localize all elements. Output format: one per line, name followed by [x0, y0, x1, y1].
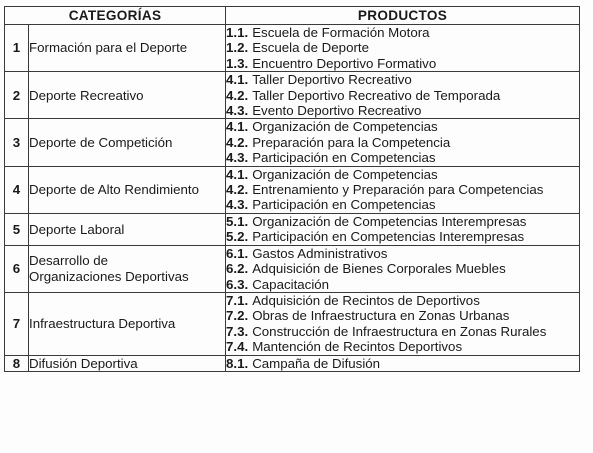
- product-item: [226, 150, 579, 165]
- product-item: [226, 72, 579, 87]
- product-item: [226, 246, 579, 261]
- product-code: 4.2.: [226, 87, 249, 103]
- product-item: [226, 25, 579, 40]
- product-item: [226, 135, 579, 150]
- product-code: 4.1.: [226, 166, 249, 182]
- table-row: [5, 72, 580, 119]
- product-item: [226, 293, 579, 308]
- product-code: 6.3.: [226, 276, 249, 292]
- product-item: [226, 324, 579, 339]
- product-list: [226, 166, 580, 213]
- product-name: Taller Deportivo Recreativo: [252, 72, 412, 88]
- category-name: Deporte Recreativo: [29, 72, 226, 119]
- product-item: [226, 308, 579, 323]
- product-name: Capacitación: [252, 276, 330, 292]
- category-name: Desarrollo de Organizaciones Deportivas: [29, 245, 226, 292]
- product-item: [226, 119, 579, 134]
- product-name: Obras de Infraestructura en Zonas Urbanas: [252, 308, 510, 324]
- product-code: 4.1.: [226, 72, 249, 88]
- table-header-row: [5, 7, 580, 25]
- product-name: Organización de Competencias: [252, 119, 438, 135]
- product-name: Participación en Competencias Interempresas: [252, 229, 525, 245]
- product-item: [226, 197, 579, 212]
- product-name: Encuentro Deportivo Formativo: [252, 55, 437, 71]
- product-code: 1.3.: [226, 55, 249, 71]
- product-list: [226, 72, 580, 119]
- product-code: 7.1.: [226, 292, 249, 308]
- table-row: [5, 245, 580, 292]
- product-name: Participación en Competencias: [252, 150, 436, 166]
- product-item: [226, 182, 579, 197]
- product-list: [226, 292, 580, 355]
- product-name: Organización de Competencias Interempresas: [252, 213, 527, 229]
- table-row: [5, 166, 580, 213]
- product-item: [226, 339, 579, 354]
- table-body: [5, 25, 580, 372]
- product-item: [226, 88, 579, 103]
- product-code: 8.1.: [226, 355, 249, 371]
- product-code: 4.2.: [226, 134, 249, 150]
- product-name: Evento Deportivo Recreativo: [252, 103, 422, 119]
- product-code: 7.4.: [226, 339, 249, 355]
- category-name: Difusión Deportiva: [29, 355, 226, 371]
- product-name: Organización de Competencias: [252, 166, 438, 182]
- product-item: [226, 277, 579, 292]
- table-row: [5, 25, 580, 72]
- product-code: 6.1.: [226, 245, 249, 261]
- product-list: [226, 213, 580, 245]
- product-name: Taller Deportivo Recreativo de Temporada: [252, 87, 501, 103]
- product-name: Escuela de Deporte: [252, 40, 369, 56]
- product-code: 5.2.: [226, 229, 249, 245]
- product-name: Participación en Competencias: [252, 197, 436, 213]
- table-row: [5, 355, 580, 371]
- product-name: Gastos Administrativos: [252, 245, 388, 261]
- product-item: [226, 167, 579, 182]
- product-code: 4.1.: [226, 119, 249, 135]
- category-name: Infraestructura Deportiva: [29, 292, 226, 355]
- category-name: Deporte Laboral: [29, 213, 226, 245]
- product-name: Campaña de Difusión: [252, 355, 381, 371]
- product-item: [226, 214, 579, 229]
- table-row: [5, 213, 580, 245]
- product-item: [226, 103, 579, 118]
- product-code: 4.3.: [226, 103, 249, 119]
- product-code: 1.2.: [226, 40, 249, 56]
- product-code: 6.2.: [226, 261, 249, 277]
- product-name: Adquisición de Recintos de Deportivos: [252, 292, 480, 308]
- category-number: 4: [5, 166, 29, 213]
- category-number: 6: [5, 245, 29, 292]
- product-name: Entrenamiento y Preparación para Competencias: [252, 182, 544, 198]
- products-header: PRODUCTOS: [226, 7, 580, 25]
- product-name: Adquisición de Bienes Corporales Muebles: [252, 261, 506, 277]
- category-number: 2: [5, 72, 29, 119]
- product-list: [226, 355, 580, 371]
- product-list: [226, 25, 580, 72]
- categories-header: CATEGORÍAS: [5, 7, 226, 25]
- table-row: [5, 119, 580, 166]
- category-name: Deporte de Alto Rendimiento: [29, 166, 226, 213]
- product-item: [226, 261, 579, 276]
- product-item: [226, 356, 579, 371]
- product-list: [226, 119, 580, 166]
- category-number: 3: [5, 119, 29, 166]
- product-name: Preparación para la Competencia: [252, 134, 451, 150]
- product-code: 4.3.: [226, 150, 249, 166]
- product-code: 7.2.: [226, 308, 249, 324]
- product-code: 1.1.: [226, 25, 249, 40]
- category-name: Formación para el Deporte: [29, 25, 226, 72]
- product-item: [226, 40, 579, 55]
- product-name: Construcción de Infraestructura en Zonas Rurales: [252, 323, 547, 339]
- product-name: Mantención de Recintos Deportivos: [252, 339, 463, 355]
- table-row: [5, 292, 580, 355]
- product-item: [226, 56, 579, 71]
- product-item: [226, 229, 579, 244]
- product-code: 4.2.: [226, 182, 249, 198]
- category-number: 5: [5, 213, 29, 245]
- category-number: 7: [5, 292, 29, 355]
- product-name: Escuela de Formación Motora: [252, 25, 430, 40]
- product-list: [226, 245, 580, 292]
- product-code: 7.3.: [226, 323, 249, 339]
- category-number: 8: [5, 355, 29, 371]
- product-code: 4.3.: [226, 197, 249, 213]
- categories-table: [4, 6, 580, 372]
- category-number: 1: [5, 25, 29, 72]
- product-code: 5.1.: [226, 213, 249, 229]
- category-name: Deporte de Competición: [29, 119, 226, 166]
